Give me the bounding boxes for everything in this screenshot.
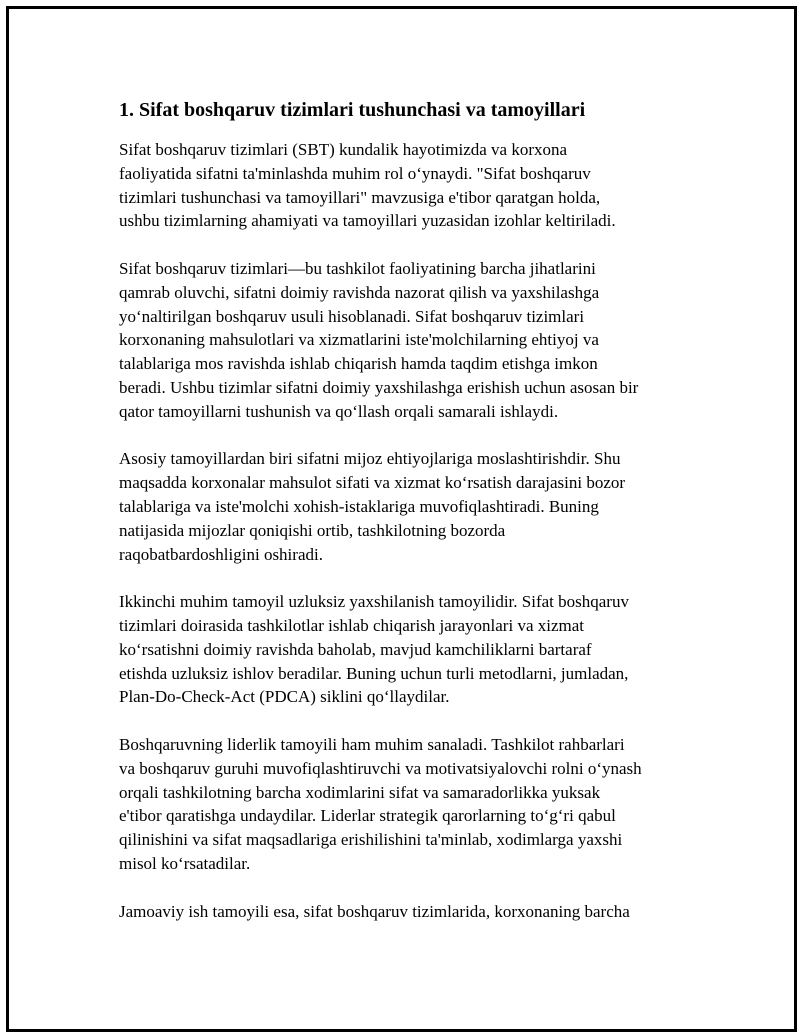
section-heading: 1. Sifat boshqaruv tizimlari tushunchasi va tamoyillari xyxy=(119,99,586,121)
paragraph-teamwork: Jamoaviy ish tamoyili esa, sifat boshqaruv tizimlarida, korxonaning barcha xyxy=(119,901,630,921)
paragraph-leadership: Boshqaruvning liderlik tamoyili ham muhim sanaladi. Tashkilot rahbarlari va boshqaruv guruhi muvofiqlashtiruvchi va motivatsiyalovchi rolni o‘ynash orqali tashkilotning barcha xodimlarini sifat va samaradorlikka yuksak e'tibor qaratishga undaydilar. Liderlar strategik qarorlarning to‘g‘ri qabul qilinishini va sifat maqsadlariga erishilishini ta'minlab, xodimlarga yaxshi misol ko‘rsatadilar. xyxy=(119,734,642,873)
paragraph-intro: Sifat boshqaruv tizimlari (SBT) kundalik hayotimizda va korxona faoliyatida sifatni ta'minlashda muhim rol o‘ynaydi. "Sifat boshqaruv tizimlari tushunchasi va tamoyillari" mavzusiga e'tibor qaratgan holda, ushbu tizimlarning ahamiyati va tamoyillari yuzasidan izohlar keltiriladi. xyxy=(119,140,616,231)
document-body xyxy=(119,98,704,947)
page-frame xyxy=(6,6,797,1032)
paragraph-continuous-improvement: Ikkinchi muhim tamoyil uzluksiz yaxshilanish tamoyilidir. Sifat boshqaruv tizimlari doirasida tashkilotlar ishlab chiqarish jarayonlari va xizmat ko‘rsatishni doimiy ravishda baholab, mavjud kamchiliklarni bartaraf etishda uzluksiz ishlov beradilar. Buning uchun turli metodlarni, jumladan, Plan-Do-Check-Act (PDCA) siklini qo‘llaydilar. xyxy=(119,592,629,707)
paragraph-customer-focus: Asosiy tamoyillardan biri sifatni mijoz ehtiyojlariga moslashtirishdir. Shu maqsadda korxonalar mahsulot sifati va xizmat ko‘rsatish darajasini bozor talablariga va iste'molchi xohish-istaklariga muvofiqlashtiradi. Buning natijasida mijozlar qoniqishi ortib, tashkilotning bozorda raqobatbardoshligini oshiradi. xyxy=(119,449,626,564)
paragraph-definition: Sifat boshqaruv tizimlari—bu tashkilot faoliyatining barcha jihatlarini qamrab oluvchi, sifatni doimiy ravishda nazorat qilish va yaxshilashga yo‘naltirilgan boshqaruv usuli hisoblanadi. Sifat boshqaruv tizimlari korxonaning mahsulotlari va xizmatlarini iste'molchilarning ehtiyoj va talablariga mos ravishda ishlab chiqarish hamda taqdim etishga imkon beradi. Ushbu tizimlar sifatni doimiy yaxshilashga erishish uchun asosan bir qator tamoyillarni tushunish va qo‘llash orqali samarali ishlaydi. xyxy=(119,258,639,421)
